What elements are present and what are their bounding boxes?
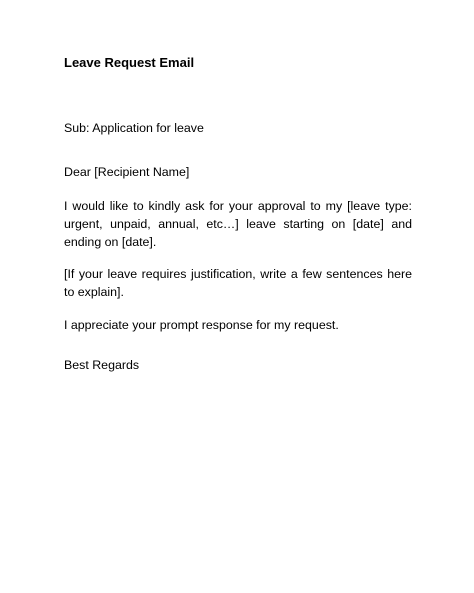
justification-paragraph: [If your leave requires justification, write a few sentences here to explain].	[64, 267, 412, 299]
email-greeting: Dear [Recipient Name]	[64, 165, 190, 179]
appreciation-paragraph: I appreciate your prompt response for my request.	[64, 318, 339, 332]
request-paragraph: I would like to kindly ask for your approval to my [leave type: urgent, unpaid, annual, etc…] leave starting on [date] and ending on [date].	[64, 199, 412, 249]
document-title: Leave Request Email	[64, 55, 195, 70]
email-subject: Sub: Application for leave	[64, 121, 204, 135]
email-closing: Best Regards	[64, 358, 140, 372]
